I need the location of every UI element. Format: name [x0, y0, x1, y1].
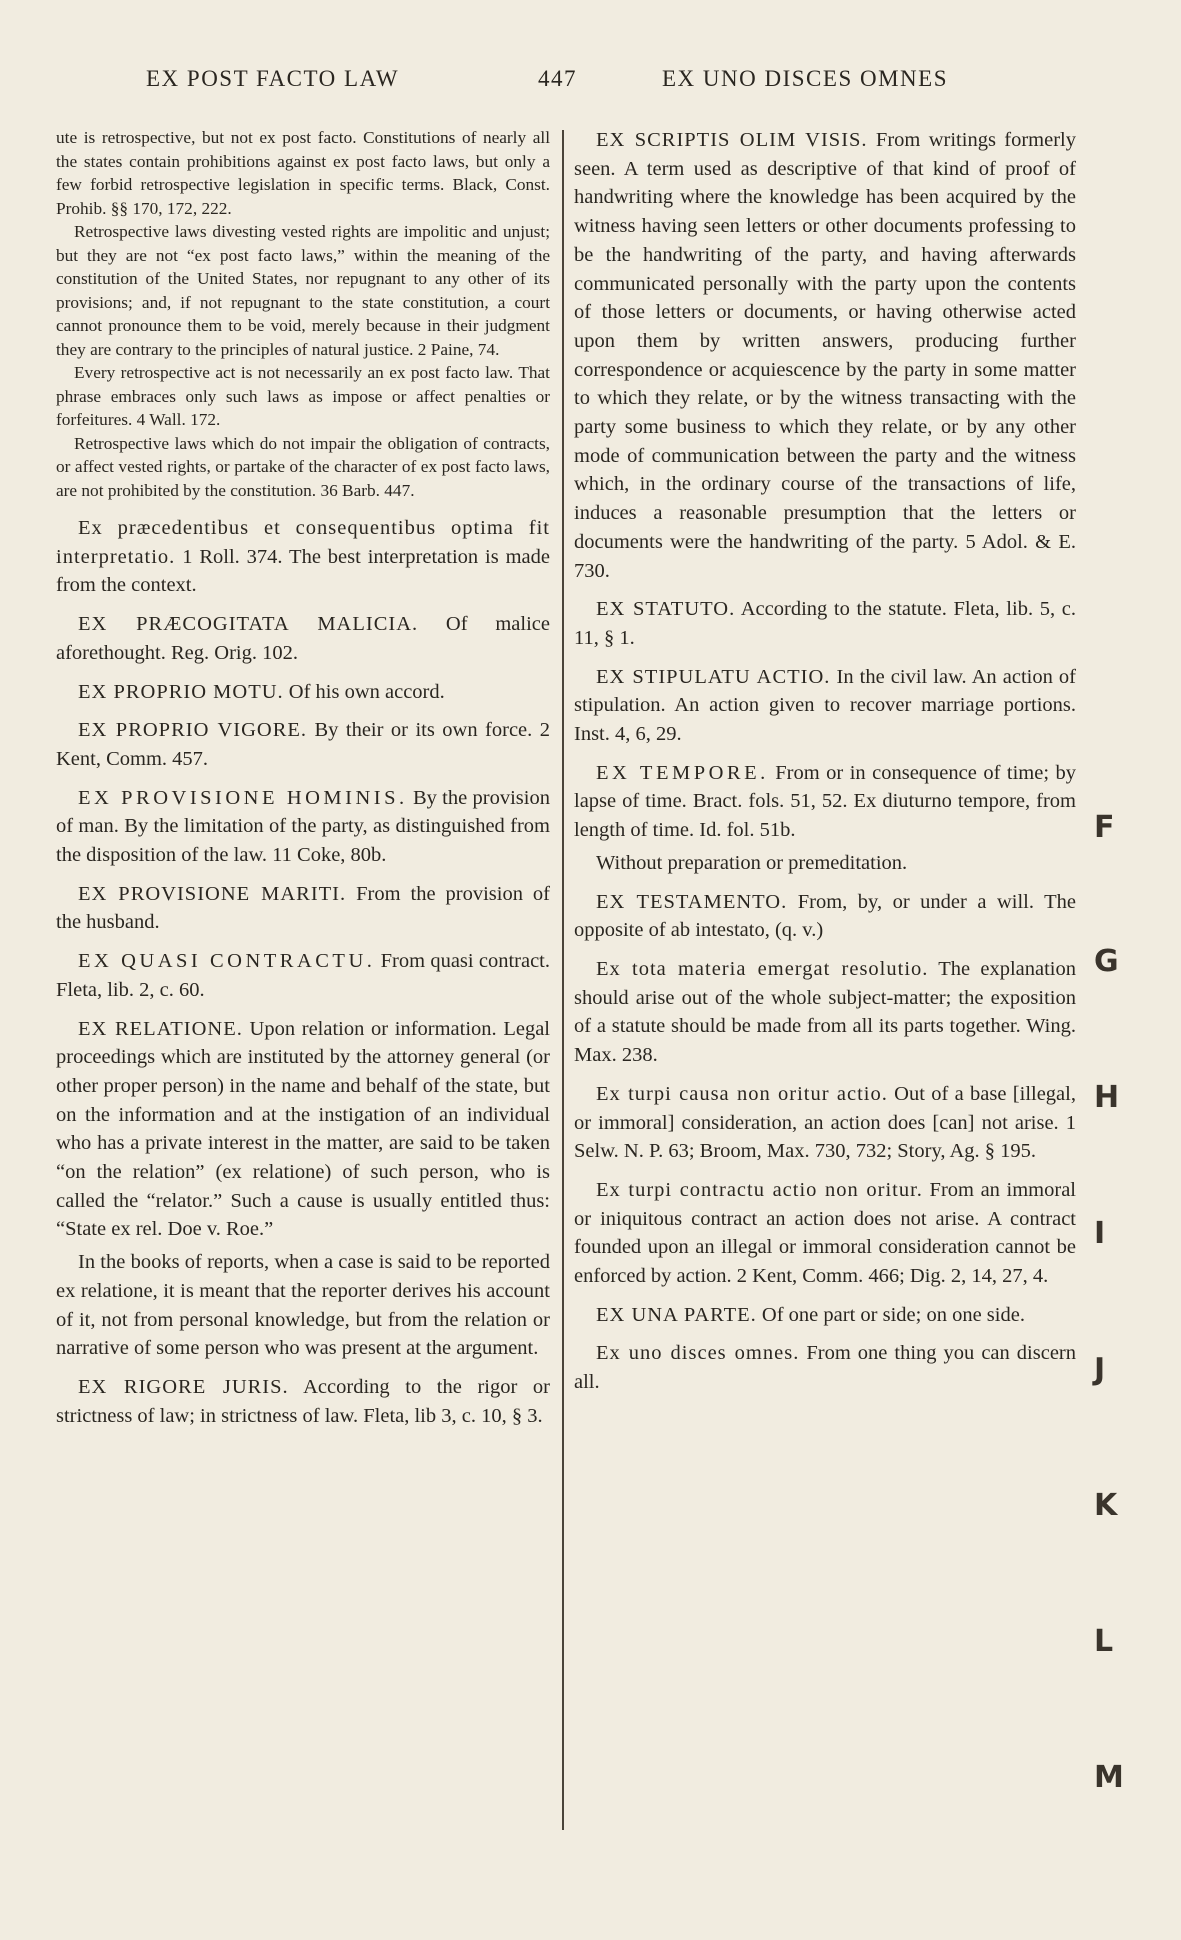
entry-definition: Of his own accord.	[283, 680, 445, 703]
paragraph: In the books of reports, when a case is said to be reported ex relatione, it is meant that the reporter derives his account of it, not from personal knowledge, but from the relation or narrative of some person who was present at the argument.	[56, 1251, 550, 1360]
entry-definition: From, by, or under a will. The opposite of ab intestato, (q. v.)	[574, 890, 1076, 942]
entry-term: EX STATUTO.	[596, 598, 736, 621]
entry-term: EX QUASI CONTRACTU.	[78, 950, 376, 973]
dictionary-entry	[574, 955, 1076, 1070]
column-divider	[562, 130, 564, 1830]
entry-term: EX UNA PARTE.	[596, 1303, 757, 1326]
dictionary-entry	[574, 888, 1076, 945]
entry-term: EX SCRIPTIS OLIM VISIS.	[596, 129, 868, 151]
dictionary-entry	[56, 678, 550, 707]
entry-definition: From quasi contract. Fleta, lib. 2, c. 60.	[56, 950, 550, 1001]
dictionary-entry	[56, 514, 550, 600]
running-header	[0, 66, 1181, 106]
entry-term: Ex turpi contractu actio non oritur.	[596, 1178, 923, 1201]
paragraph: Retrospective laws which do not impair the obligation of contracts, or affect vested rights, or partake of the character of ex post facto laws, are not prohibited by the constitution. 36 Barb. 447.	[56, 433, 550, 500]
dictionary-entry	[56, 880, 550, 937]
header-right-term: EX UNO DISCES OMNES	[662, 66, 948, 91]
dictionary-entry	[56, 784, 550, 870]
thumb-tab-g[interactable]: G	[1094, 944, 1119, 979]
dictionary-entry	[574, 759, 1076, 845]
paragraph: Every retrospective act is not necessarily an ex post facto law. That phrase embraces only such laws as impose or affect penalties or forfeitures. 4 Wall. 172.	[56, 363, 550, 429]
dictionary-entry	[574, 1301, 1076, 1330]
page-number: 447	[538, 66, 577, 91]
entry-definition: From the provision of the husband.	[56, 882, 550, 934]
thumb-tab-l[interactable]: L	[1094, 1624, 1114, 1659]
dictionary-entry	[56, 610, 550, 667]
entry-term: EX PROPRIO VIGORE.	[78, 719, 308, 742]
dictionary-entry	[574, 1176, 1076, 1291]
right-column	[574, 126, 1076, 1407]
entry-term: Ex tota materia emergat resolutio.	[596, 957, 929, 980]
entry-term: EX PROPRIO MOTU.	[78, 680, 284, 703]
entry-definition: Of one part or side; on one side.	[756, 1303, 1025, 1326]
thumb-tab-m[interactable]: M	[1094, 1760, 1124, 1795]
dictionary-entry	[574, 126, 1076, 585]
thumb-tab-j[interactable]: J	[1094, 1352, 1106, 1387]
entry-term: Ex turpi causa non oritur actio.	[596, 1082, 888, 1105]
entry-definition: By their or its own force. 2 Kent, Comm. 457.	[56, 719, 550, 770]
dictionary-entry	[56, 1015, 550, 1245]
dictionary-entry	[56, 716, 550, 773]
entry-definition: In the civil law. An action of stipulation. An action given to recover marriage portions. Inst. 4, 6, 29.	[574, 665, 1076, 746]
entry-definition: By the provision of man. By the limitation of the party, as distinguished from the disposition of the law. 11 Coke, 80b.	[56, 786, 550, 867]
dictionary-entry	[56, 1373, 550, 1430]
dictionary-entry	[574, 1339, 1076, 1396]
entry-term: EX PROVISIONE MARITI.	[78, 882, 347, 905]
thumb-tab-k[interactable]: K	[1094, 1488, 1118, 1523]
paragraph: ute is retrospective, but not ex post facto. Constitutions of nearly all the states contain prohibitions against ex post facto laws, but only a few forbid retrospective legislation in specific terms. Black, Const. Prohib. §§ 170, 172, 222.	[56, 128, 550, 218]
entry-definition: According to the rigor or strictness of law; in strictness of law. Fleta, lib 3, c. 10, § 3.	[56, 1375, 550, 1427]
dictionary-entry	[574, 1080, 1076, 1166]
entry-definition: 1 Roll. 374. The best interpretation is made from the context.	[56, 545, 550, 597]
header-left-term: EX POST FACTO LAW	[146, 66, 400, 91]
dictionary-entry	[574, 595, 1076, 652]
entry-definition: From or in consequence of time; by lapse of time. Bract. fols. 51, 52. Ex diuturno tempore, from length of time. Id. fol. 51b.	[574, 761, 1076, 842]
entry-term: EX RIGORE JURIS.	[78, 1375, 289, 1398]
entry-term: EX PROVISIONE HOMINIS.	[78, 786, 408, 809]
entry-definition: From writings formerly seen. A term used as descriptive of that kind of proof of handwriting where the knowledge has been acquired by the witness having seen letters or other documents professing to be the handwriting of the party, and having afterwards communicated personally with the party upon the contents of those letters or documents, or having otherwise acted upon them by written answers, producing further correspondence or acquiescence by the party in some matter to which they relate, or by the witness transacting with the party some business to which they relate, or by any other mode of communication between the party and the witness which, in the ordinary course of the transactions of life, induces a reasonable presumption that the letters or documents were the handwriting of the party. 5 Adol. & E. 730.	[574, 129, 1077, 582]
entry-term: EX PRÆCOGITATA MALICIA.	[78, 613, 419, 636]
paragraph: Retrospective laws divesting vested rights are impolitic and unjust; but they are not “ex post facto laws,” within the meaning of the constitution of the United States, nor repugnant to any other of its provisions; and, if not repugnant to the state constitution, a court cannot pronounce them to be void, merely because in their judgment they are contrary to the principles of natural justice. 2 Paine, 74.	[56, 222, 550, 359]
dictionary-entry	[574, 663, 1076, 749]
thumb-tab-h[interactable]: H	[1094, 1080, 1120, 1115]
entry-definition: The explanation should arise out of the whole subject-matter; the exposition of a statute should be made from all its parts together. Wing. Max. 238.	[574, 957, 1076, 1067]
left-column	[56, 126, 550, 1440]
paragraph: Without preparation or premeditation.	[596, 851, 908, 874]
entry-definition: Upon relation or information. Legal proceedings which are instituted by the attorney general (or other proper person) in the name and behalf of the state, but on the information and at the instigation of an individual who has a private interest in the matter, are said to be taken “on the relation” (ex relatione) of such person, who is called the “relator.” Such a cause is usually entitled thus: “State ex rel. Doe v. Roe.”	[56, 1017, 550, 1241]
entry-definition: From an immoral or iniquitous contract an action does not arise. A contract founded upon an illegal or immoral consideration cannot be enforced by action. 2 Kent, Comm. 466; Dig. 2, 14, 27, 4.	[574, 1178, 1076, 1288]
entry-definition: From one thing you can discern all.	[574, 1342, 1076, 1394]
entry-definition: Of malice aforethought. Reg. Orig. 102.	[56, 613, 550, 664]
entry-definition: Out of a base [illegal, or immoral] consideration, an action does [can] not arise. 1 Selw. N. P. 63; Broom, Max. 730, 732; Story, Ag. § 195.	[574, 1082, 1076, 1163]
entry-term: EX STIPULATU ACTIO.	[596, 665, 831, 688]
entry-term: EX RELATIONE.	[78, 1017, 243, 1040]
entry-definition: According to the statute. Fleta, lib. 5, c. 11, § 1.	[574, 598, 1076, 649]
entry-term: EX TEMPORE.	[596, 761, 769, 784]
thumb-tab-i[interactable]: I	[1094, 1216, 1106, 1251]
entry-term: EX TESTAMENTO.	[596, 890, 788, 913]
entry-term: Ex præcedentibus et consequentibus optima fit interpretatio.	[56, 517, 550, 568]
thumb-tab-f[interactable]: F	[1094, 810, 1115, 845]
dictionary-entry	[56, 947, 550, 1004]
entry-term: Ex uno disces omnes.	[596, 1342, 800, 1365]
thumb-index	[1094, 0, 1134, 1940]
